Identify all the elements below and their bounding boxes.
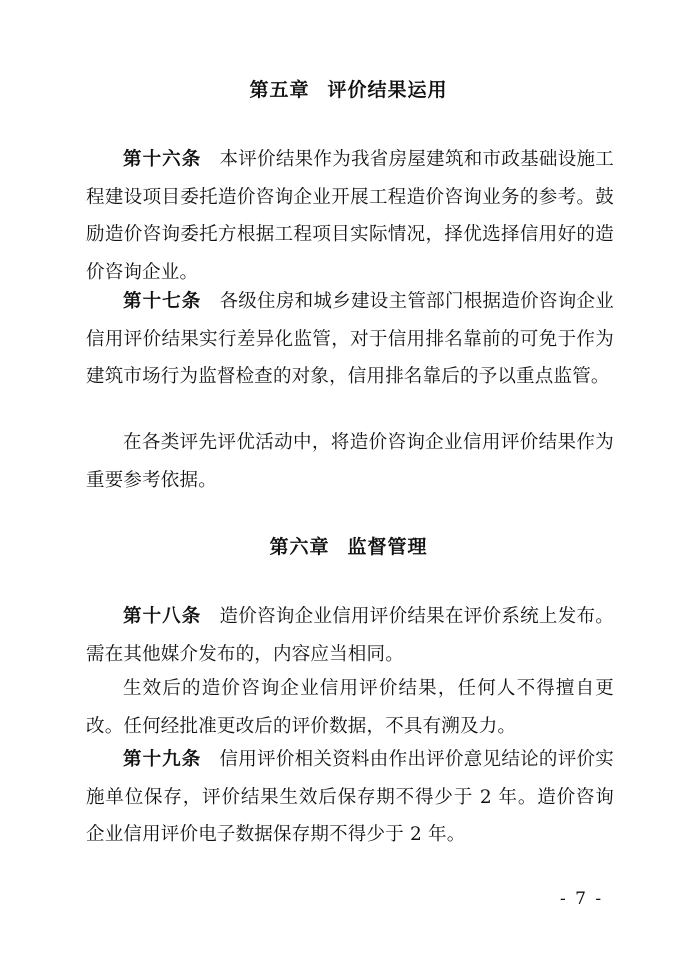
article-17-second-paragraph: 在各类评先评优活动中，将造价咨询企业信用评价结果作为重要参考依据。	[86, 432, 614, 491]
article-16-text: 本评价结果作为我省房屋建筑和市政基础设施工程建设项目委托造价咨询企业开展工程造价咨询业务的参考。鼓励造价咨询委托方根据工程项目实际情况，择优选择信用好的造价咨询企业。	[86, 149, 614, 283]
article-17-paragraph	[86, 283, 614, 396]
chapter-6-number: 第六章	[269, 536, 330, 558]
article-17-label: 第十七条	[123, 291, 202, 312]
chapter-5-heading	[0, 78, 697, 102]
article-19-label: 第十九条	[123, 749, 202, 770]
page-number: - 7 -	[560, 889, 604, 909]
article-16-label: 第十六条	[123, 149, 202, 170]
chapter-6-heading	[0, 535, 697, 559]
chapter-6-name: 监督管理	[347, 536, 428, 558]
chapter-5-name: 评价结果运用	[327, 79, 448, 101]
article-19-text: 信用评价相关资料由作出评价意见结论的评价实施单位保存，评价结果生效后保存期不得少于 2 年。造价咨询企业信用评价电子数据保存期不得少于 2 年。	[86, 749, 614, 845]
article-18-text: 造价咨询企业信用评价结果在评价系统上发布。需在其他媒介发布的，内容应当相同。	[86, 606, 614, 665]
article-16-paragraph	[86, 141, 614, 291]
article-17-text: 各级住房和城乡建设主管部门根据造价咨询企业信用评价结果实行差异化监管，对于信用排名靠前的可免于作为建筑市场行为监督检查的对象，信用排名靠后的予以重点监管。	[86, 291, 614, 387]
article-18-second-paragraph: 生效后的造价咨询企业信用评价结果，任何人不得擅自更改。任何经批准更改后的评价数据，不具有溯及力。	[86, 678, 614, 737]
article-18-paragraph	[86, 598, 614, 673]
chapter-5-number: 第五章	[249, 79, 310, 101]
article-18-label: 第十八条	[123, 606, 202, 627]
article-19-paragraph	[86, 741, 614, 854]
